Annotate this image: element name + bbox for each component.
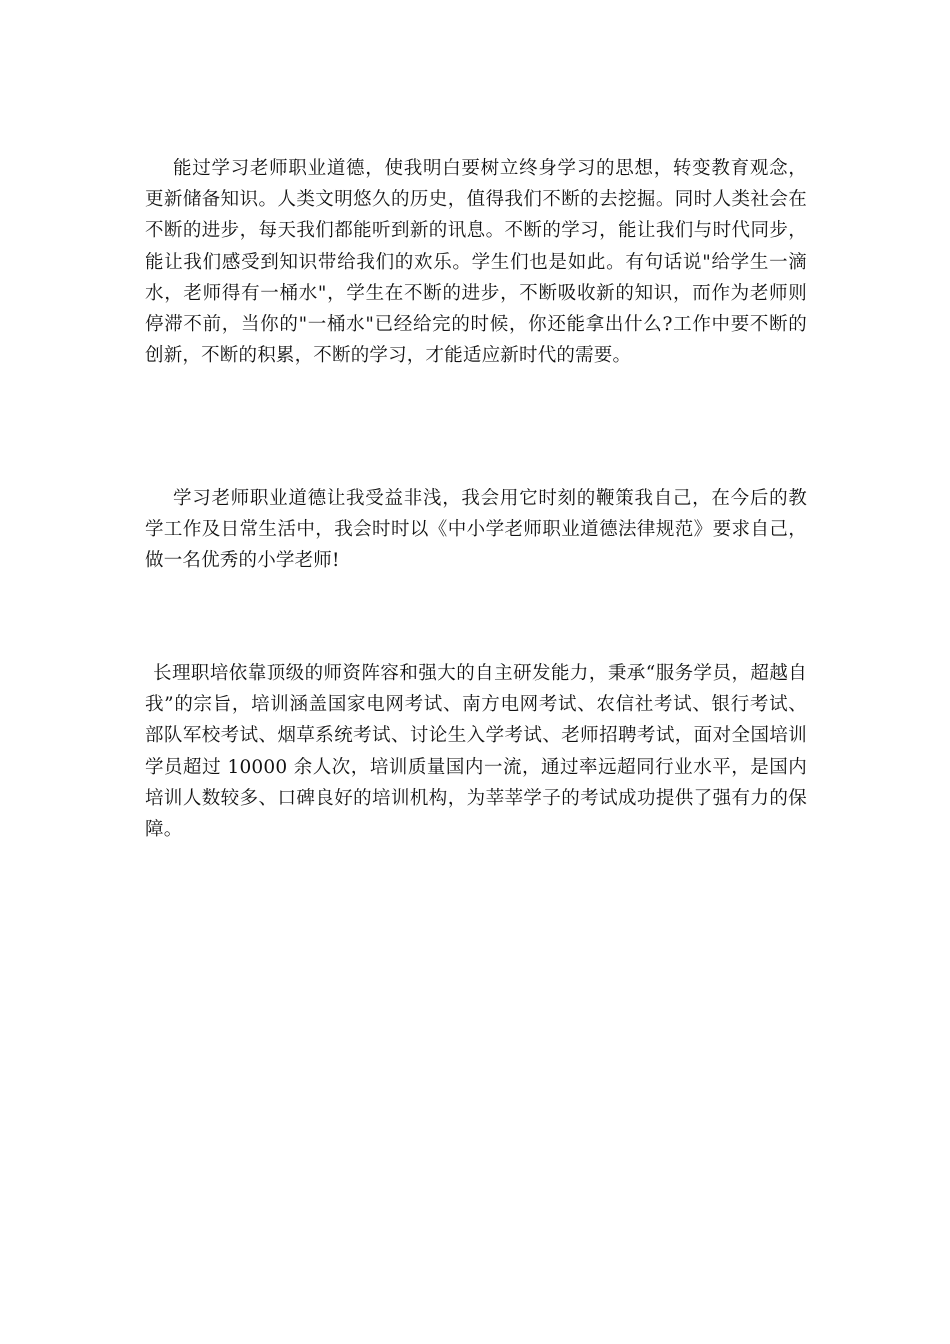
paragraph-teacher-ethics-learning: 能过学习老师职业道德，使我明白要树立终身学习的思想，转变教育观念，更新储备知识。人类文明悠久的历史，值得我们不断的去挖掘。同时人类社会在不断的进步，每天我们都能听到新的讯息。不断的学习，能让我们与时代同步，能让我们感受到知识带给我们的欢乐。学生们也是如此。有句话说"给学生一滴水，老师得有一桶水"，学生在不断的进步，不断吸收新的知识，而作为老师则停滞不前，当你的"一桶水"已经给完的时候，你还能拿出什么?工作中要不断的创新，不断的积累，不断的学习，才能适应新时代的需要。	[145, 158, 807, 367]
paragraph-benefit-and-resolution: 学习老师职业道德让我受益非浅，我会用它时刻的鞭策我自己，在今后的教学工作及日常生活中，我会时时以《中小学老师职业道德法律规范》要求自己，做一名优秀的小学老师!	[145, 488, 807, 572]
paragraph-training-institution-ad: 长理职培依靠顶级的师资阵容和强大的自主研发能力，秉承“服务学员，超越自我”的宗旨，培训涵盖国家电网考试、南方电网考试、农信社考试、银行考试、部队军校考试、烟草系统考试、讨论生入学考试、老师招聘考试，面对全国培训学员超过 10000 余人次，培训质量国内一流，通过率远超同行业水平，是国内培训人数较多、口碑良好的培训机构，为莘莘学子的考试成功提供了强有力的保障。	[145, 663, 807, 841]
